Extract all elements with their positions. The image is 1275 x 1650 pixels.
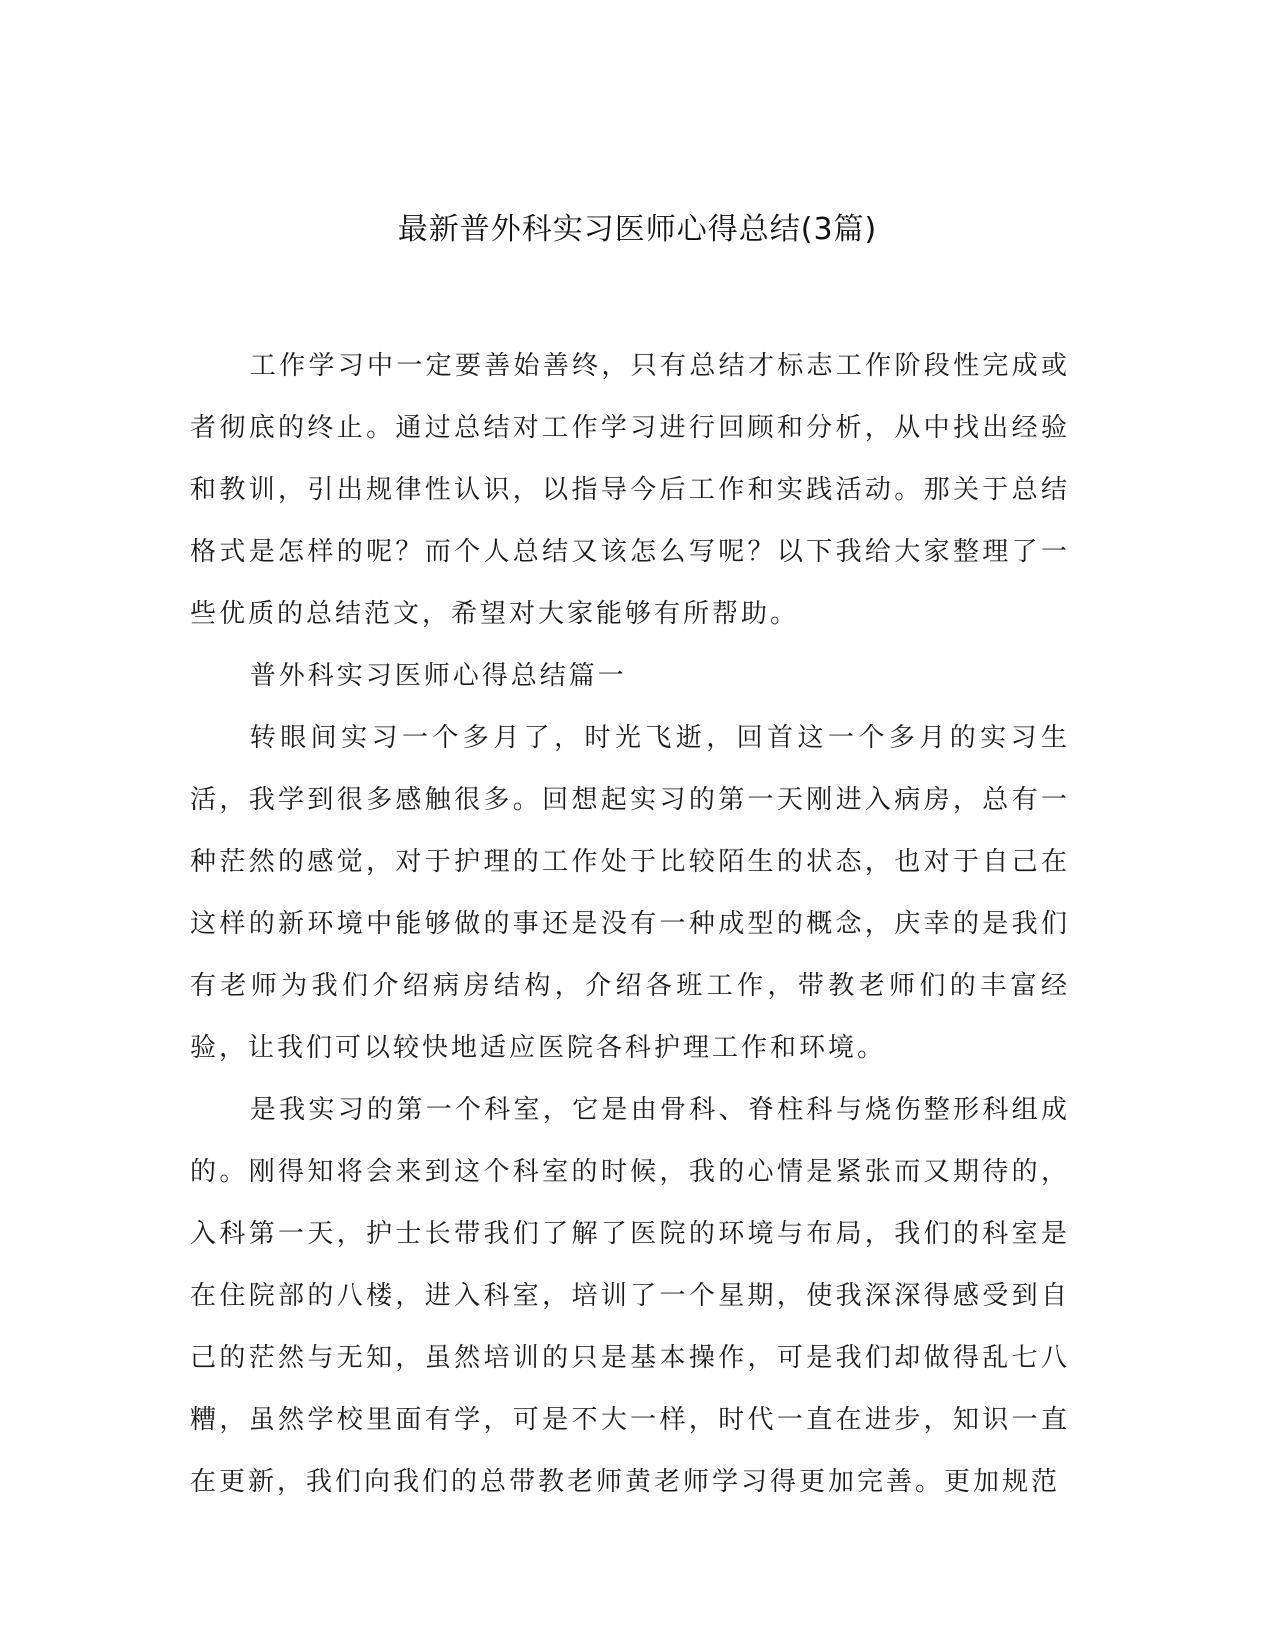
- intro-paragraph: 工作学习中一定要善始善终，只有总结才标志工作阶段性完成或者彻底的终止。通过总结对工作学习进行回顾和分析，从中找出经验和教训，引出规律性认识，以指导今后工作和实践活动。那关于总结格式是怎样的呢？而个人总结又该怎么写呢？以下我给大家整理了一些优质的总结范文，希望对大家能够有所帮助。: [190, 351, 1070, 629]
- document-body: [190, 335, 1070, 1513]
- section-heading: 普外科实习医师心得总结篇一: [249, 661, 627, 691]
- body-paragraph: 是我实习的第一个科室，它是由骨科、脊柱科与烧伤整形科组成的。刚得知将会来到这个科室的时候，我的心情是紧张而又期待的，入科第一天，护士长带我们了解了医院的环境与布局，我们的科室是在住院部的八楼，进入科室，培训了一个星期，使我深深得感受到自己的茫然与无知，虽然培训的只是基本操作，可是我们却做得乱七八糟，虽然学校里面有学，可是不大一样，时代一直在进步，知识一直在更新，我们向我们的总带教老师黄老师学习得更加完善。更加规范: [190, 1095, 1070, 1497]
- document-title: 最新普外科实习医师心得总结(3篇): [397, 212, 878, 247]
- body-paragraph: 转眼间实习一个多月了，时光飞逝，回首这一个多月的实习生活，我学到很多感触很多。回想起实习的第一天刚进入病房，总有一种茫然的感觉，对于护理的工作处于比较陌生的状态，也对于自己在这样的新环境中能够做的事还是没有一种成型的概念，庆幸的是我们有老师为我们介绍病房结构，介绍各班工作，带教老师们的丰富经验，让我们可以较快地适应医院各科护理工作和环境。: [190, 723, 1070, 1063]
